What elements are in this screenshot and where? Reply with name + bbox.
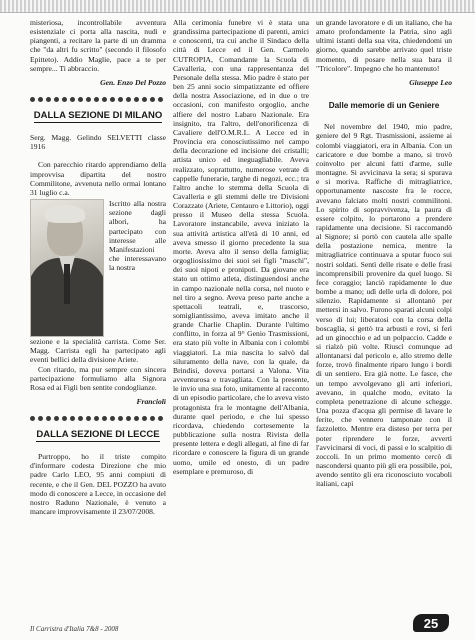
section-title-lecce: DALLA SEZIONE DI LECCE bbox=[36, 429, 160, 441]
portrait-photo bbox=[30, 199, 104, 337]
lecce-closing: un grande lavoratore e di un italiano, che ha amato profondamente la Patria, sino agli ultimi istanti della sua vita, chiedendomi un giorno, quando sarebbe arrivato quel triste momento, di posare nella sua bara il "Tricolore". Impegno che ho mantenuto! bbox=[316, 18, 452, 73]
footer-publication: Il Carristra d'Italia 7&8 - 2008 bbox=[30, 625, 119, 633]
intro-paragraph: misteriosa, incontrollabile avventura esistenziale ci porta alla nascita, nudi e piangenti, a recitare la parte di un dramma che "da altri fu scritto" (secondo il filosofo Epitteto). Addio Maglie, pace a te per sempre... Ti abbraccio. bbox=[30, 18, 166, 73]
magazine-page bbox=[0, 18, 475, 608]
intro-signature: Gen. Enzo Del Pozzo bbox=[100, 77, 166, 87]
lecce-paragraph: Purtroppo, ho il triste compito d'informare codesta Direzione che mio padre Carlo LEO, 95 anni compiuti di recente, e che il Gen. DEL POZZO ha avuto modo di conoscere a Lecce, in occasione del nostro Raduno Nazionale, è venuto a mancare improvvisamente il 23/07/2008. bbox=[30, 452, 166, 517]
milano-paragraph-rest: sezione e la specialità carrista. Come Ser. Magg. Carrista egli ha partecipato agli eventi bellici della divisione Ariete. bbox=[30, 337, 166, 365]
memoir-title: Dalle memorie di un Geniere bbox=[328, 101, 440, 111]
page-number-badge: 25 bbox=[413, 614, 449, 632]
milano-paragraph-lead: Con parecchio ritardo apprendiamo della improvvisa dipartita del nostro Commilitone, avvenuta nello ormai lontano 31 luglio c.a. bbox=[30, 160, 166, 197]
column-1 bbox=[30, 18, 166, 608]
photo-block bbox=[30, 199, 166, 337]
column-3 bbox=[316, 18, 452, 608]
section-title-milano: DALLA SEZIONE DI MILANO bbox=[33, 110, 163, 122]
lecce-continuation: Alla cerimonia funebre vi è stata una grandissima partecipazione di parenti, amici e conoscenti, tra cui anche il Sindaco della città di Lecce ed il Gen. Carmelo CUTROPIA, Comandante la Scuola di Cavalleria, con una rappresentanza del Personale della stessa. Mio padre è stato per ben 25 anni socio simpatizzante ed offiere della nostra Associazione, ed in due o tre occasioni, con manifesto orgoglio, anche alfiere del nostro Labaro Nazionale. Era insignito, tra l'altro, dell'onorificenza di Cavaliere dell'O.M.R.I.. A Lecce ed in Provincia era conosciutissimo nel campo della decorazione ed incisione dei cristalli; artista unico ed ineguagliabile. Aveva realizzato, soprattutto, numerose vetrate di cappelle funerarie, targhe di negozi, ecc.; tra l'altro anche lo stemma della Scuola di Cavalleria e gli stemmi delle tre Divisioni Corazzate (Ariete, Centauro e Littorio), oggi presso il Museo della stessa Scuola. Lavoratore instancabile, aveva iniziato la sua attività artistica all'età di 10 anni, ed aveva smesso il giorno precedente la sua morte. Aveva alto il senso della famiglia; orgogliosissimo dei suoi sei figli "maschi", dei suoi nipoti e pronipoti. Da giovane era stato un ottimo atleta, distinguendosi anche in campo nazionale nella corsa, nel nuoto e nel tiro a segno. Aveva preso parte anche a spettacoli teatrali, e, trascorso, somigliantissimo, aveva imitato anche il grande Charlie Chaplin. Durante l'ultimo conflitto, in forza al 9° Genio Trasmissioni, era stato più volte in Albania con i colombi viaggiatori. La mia nascita lo salvò dal siluramento della nave, con la quale, da Brindisi, doveva portarsi a Valona. Vita avventurosa e travagliata. Con la presente, le invio una sua foto, unitamente al racconto di un episodio particolare, che lo aveva visto protagonista fra le montagne dell'Albania, durante quel periodo, e che lui spesso ricordava, chiedendo cortesemente la pubblicazione sulla nostra Rivista della presente lettera e degli allegati, al fine di far ricordare e conoscere la figura di un grande uomo, umile ed onesto, di un padre esemplare e premuroso, di bbox=[173, 18, 309, 476]
top-decorative-band bbox=[0, 0, 475, 13]
lecce-signature: Giuseppe Leo bbox=[409, 77, 452, 87]
memoir-text: Nel novembre del 1940, mio padre, geniere del 9 Rgt. Trasmissioni, assieme ai colombi viaggiatori, era in Albania. Con un caricatore e due bombe a mano, si trovò coinvolto per alcuni fatti d'arme, sulle montagne. Si avvicinava la sera; si spurava e si moriva. Raffiche di mitragliatrice, opportunamente nascoste fra le rocce, avevano falciato molti nostri commilitoni. Lo spirito di sopravvivenza, la paura di essere colpito, lo portarono a prendere rapidamente una decisione. Si raccomandò al Signore; si portò con cautela alle spalle della postazione nemica, mentre la mitragliatrice continuava a sputar fuoco sui nostri soldati. Sentì delle risate e delle frasi incomprensibili provenire da quel luogo. Si fece coraggio; lanciò rapidamente le due bombe a mano; udì delle urla di dolore, poi silenzio. Rapidamente si allontanò per mettersi in salvo. Furono sparati alcuni colpi verso di lui; liberatosi con la corsa della boscaglia, si gettò tra arbusti e rovi, si ferì ad un ginocchio e ad un polpaccio. Cadde e si rialzò più volte. Riuscì comunque ad allontanarsi dal pericolo e, allo stremo delle forze, trovò finalmente riparo lungo i bordi di un sentiero. Era già notte. Le fasce, che un tempo avvolgevano gli arti inferiori, avevano, in qualche modo, evitato la completa penetrazione di alcune schegge. Una pozza d'acqua gli permise di lavare le ferite, che vennero tamponate con il fazzoletto. Mentre era disteso per terra per poter riprendere le forze, avvertì l'avvicinarsi di voci, di passi e lo scalpitio di zoccoli. In un primo momento cercò di nascondersi quanto più gli era possibile, poi, avendo sentito gli era riconosciuto vocaboli italiani, capì bbox=[316, 122, 452, 489]
column-2 bbox=[173, 18, 309, 608]
milano-text-beside-photo: Iscritto alla nostra sezione dagli albori, ha partecipato con interesse alle Manifestazioni che interessavano la nostra bbox=[109, 199, 166, 273]
milano-signature: Franciolì bbox=[136, 396, 166, 406]
section-divider-dots bbox=[30, 97, 166, 105]
section-divider-dots bbox=[30, 416, 166, 424]
milano-subject: Serg. Magg. Gelindo SELVETTI classe 1916 bbox=[30, 133, 166, 152]
milano-condolences: Con ritardo, ma pur sempre con sincera partecipazione formuliamo alla Signora Rosa ed ai Figli ben sentite condoglianze. bbox=[30, 364, 166, 392]
